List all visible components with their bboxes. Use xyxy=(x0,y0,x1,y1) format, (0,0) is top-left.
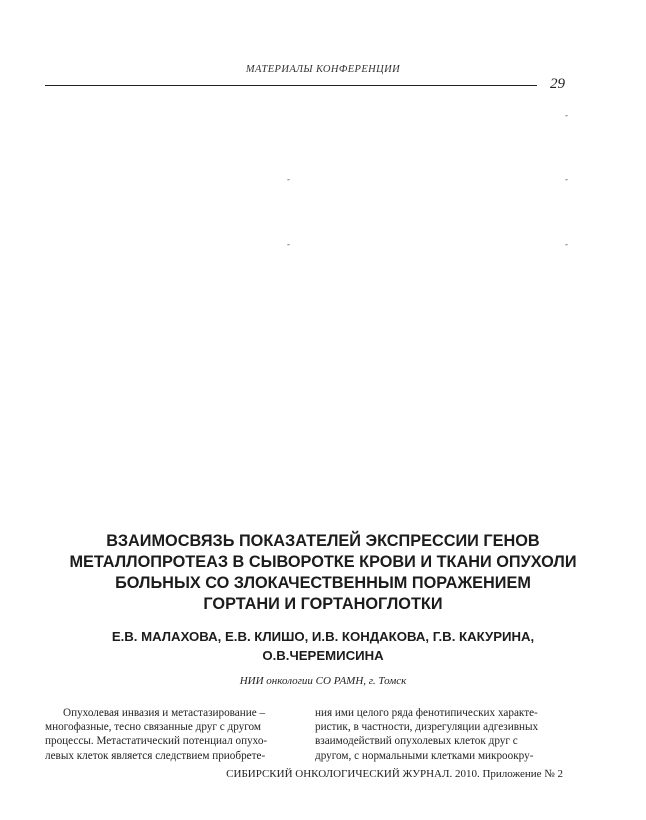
title-line: БОЛЬНЫХ СО ЗЛОКАЧЕСТВЕННЫМ ПОРАЖЕНИЕМ xyxy=(115,574,531,592)
text-line-content: ния ими целого ряда фенотипических характе- xyxy=(315,707,538,719)
affiliation: НИИ онкологии СО РАМН, г. Томск xyxy=(239,675,407,687)
stray-mark: - xyxy=(565,239,568,249)
article-title xyxy=(45,531,601,615)
text-line xyxy=(45,706,299,720)
body-column-right xyxy=(315,706,569,763)
text-line xyxy=(45,749,299,763)
running-header: МАТЕРИАЛЫ КОНФЕРЕНЦИИ xyxy=(245,64,401,75)
author-line: Е.В. МАЛАХОВА, Е.В. КЛИШО, И.В. КОНДАКОВА, Г.В. КАКУРИНА, xyxy=(111,629,535,644)
text-line-content: взаимодействий опухолевых клеток друг с xyxy=(315,735,518,748)
page-number: 29 xyxy=(550,76,565,92)
text-line-content: процессы. Метастатический потенциал опухо- xyxy=(45,735,268,748)
text-line xyxy=(315,749,569,763)
author-line: О.В.ЧЕРЕМИСИНА xyxy=(262,648,384,663)
stray-mark: - xyxy=(287,239,290,249)
text-line xyxy=(45,720,299,734)
text-line-content: левых клеток является следствием приобрете- xyxy=(45,749,266,762)
author-list xyxy=(45,627,601,665)
text-line xyxy=(315,720,569,734)
header-rule xyxy=(45,85,537,86)
text-line-content: многофазные, тесно связанные друг с другом xyxy=(45,721,262,734)
stray-mark: - xyxy=(565,110,568,120)
stray-mark: - xyxy=(565,174,568,184)
title-line: МЕТАЛЛОПРОТЕАЗ В СЫВОРОТКЕ КРОВИ И ТКАНИ ОПУХОЛИ xyxy=(69,553,577,571)
text-line xyxy=(315,706,569,720)
text-line xyxy=(45,734,299,748)
text-line-content: другом, с нормальными клетками микроокру- xyxy=(315,749,534,762)
title-line: ГОРТАНИ И ГОРТАНОГЛОТКИ xyxy=(203,595,443,613)
stray-mark: - xyxy=(287,174,290,184)
text-line-content: ристик, в частности, дизрегуляции адгезивных xyxy=(315,721,539,734)
journal-footer: СИБИРСКИЙ ОНКОЛОГИЧЕСКИЙ ЖУРНАЛ. 2010. Приложение № 2 xyxy=(226,768,563,780)
text-line xyxy=(315,734,569,748)
title-line: ВЗАИМОСВЯЗЬ ПОКАЗАТЕЛЕЙ ЭКСПРЕССИИ ГЕНОВ xyxy=(106,532,540,550)
text-line-content: Опухолевая инвазия и метастазирование – xyxy=(63,707,266,719)
body-column-left xyxy=(45,706,299,763)
